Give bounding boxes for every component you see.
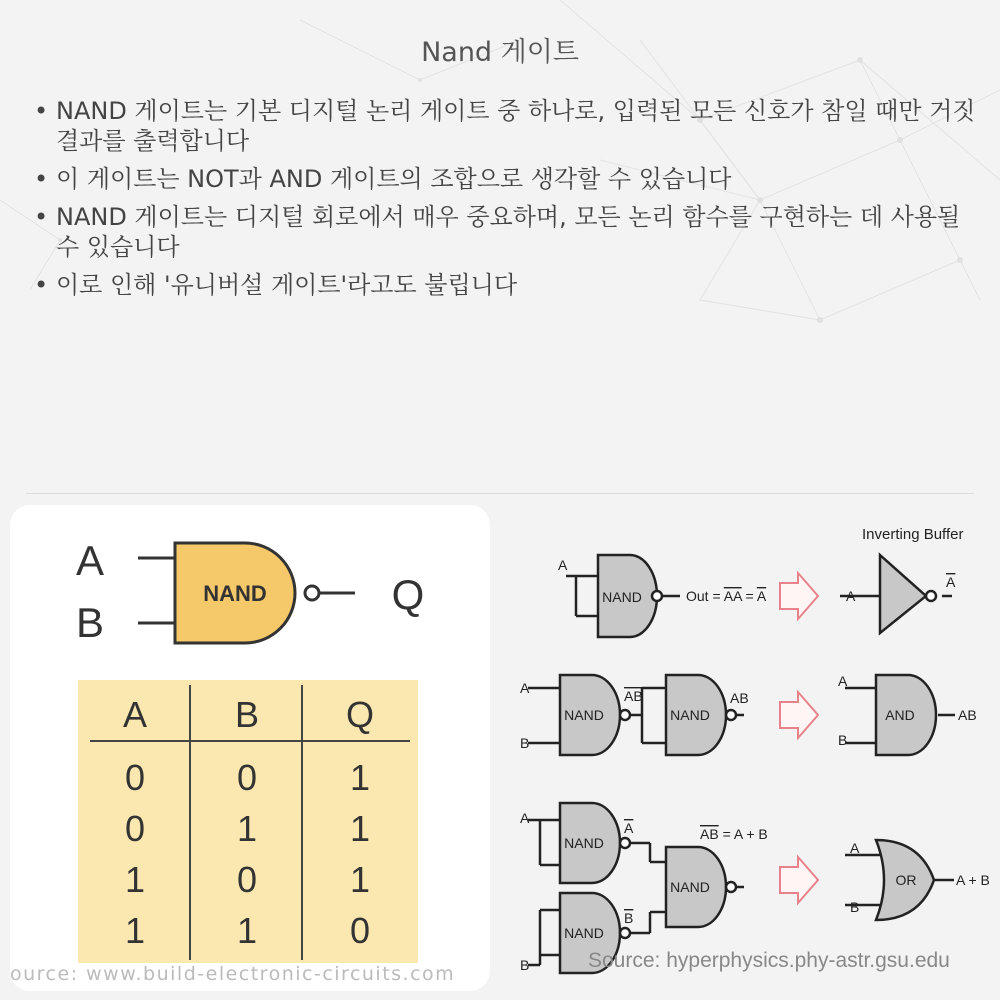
inverting-buffer-title: Inverting Buffer [862, 526, 964, 543]
nand-symbol-diagram [10, 505, 490, 991]
universal-gate-panel [500, 505, 1000, 991]
input-label: B [520, 735, 530, 751]
page-title: Nand 게이트 [421, 37, 579, 68]
truth-table-header: Q [345, 694, 375, 735]
bullet-item: • NAND 게이트는 디지털 회로에서 매우 중요하며, 모든 논리 함수를 구현하는 데 사용될 수 있습니다 [32, 202, 982, 262]
gate-label: NAND [670, 879, 710, 895]
inversion-bubble [620, 928, 630, 938]
input-label: B [520, 957, 530, 973]
left-source-caption: ource: www.build-electronic-circuits.com [10, 963, 456, 985]
truth-table-header: A [122, 694, 148, 735]
bullet-item: • 이로 인해 '유니버설 게이트'라고도 불립니다 [32, 270, 982, 300]
truth-table-cell: 1 [236, 910, 258, 951]
expression-rest: = A + B [718, 826, 768, 842]
inversion-bubble [652, 591, 662, 601]
inversion-bubble [620, 710, 630, 720]
input-label: A [520, 680, 530, 696]
truth-table-cell: 1 [124, 910, 146, 951]
output-label: A + B [956, 872, 990, 888]
equivalence-arrow-icon [780, 573, 818, 619]
gate-label: NAND [602, 589, 642, 605]
expression-label [686, 588, 767, 604]
expression-aa: AA [723, 588, 742, 604]
truth-table-cell: 0 [236, 757, 258, 798]
input-label: A [838, 673, 848, 689]
inversion-bubble [620, 838, 630, 848]
expression-a: A [756, 588, 767, 604]
inversion-bubble [305, 586, 319, 600]
universal-gate-diagram [500, 505, 1000, 991]
output-q-label: Q [391, 571, 425, 618]
input-label: B [838, 732, 848, 748]
section-divider [26, 493, 974, 494]
expression-ab: AB [700, 826, 719, 842]
truth-table-cell: 1 [349, 808, 371, 849]
input-label: A [558, 557, 568, 573]
intermediate-label: AB [624, 688, 643, 704]
bullet-list [32, 96, 982, 308]
truth-table-cell: 0 [349, 910, 371, 951]
truth-table-cell: 1 [349, 757, 371, 798]
output-label: AB [730, 690, 749, 706]
gate-label: OR [895, 872, 917, 888]
truth-table-cell: 1 [124, 859, 146, 900]
truth-table-cell: 1 [349, 859, 371, 900]
output-label: A [946, 574, 956, 590]
truth-table-cell: 0 [124, 757, 146, 798]
output-label: AB [958, 707, 977, 723]
truth-table-header: B [234, 694, 260, 735]
truth-table-cell: 0 [124, 808, 146, 849]
input-label: A [846, 588, 856, 604]
nand-symbol-panel [10, 505, 490, 991]
expression-label [700, 826, 768, 842]
inversion-bubble [926, 591, 936, 601]
right-source-caption: Source: hyperphysics.phy-astr.gsu.edu [588, 949, 950, 972]
input-label: A [520, 810, 530, 826]
nand-gate-label: NAND [203, 581, 267, 606]
inversion-bubble [726, 882, 736, 892]
expression-prefix: Out = [686, 588, 724, 604]
gate-label: NAND [564, 925, 604, 941]
intermediate-label: B [624, 910, 634, 926]
inversion-bubble [726, 710, 736, 720]
intermediate-label: A [624, 820, 634, 836]
gate-label: NAND [670, 707, 710, 723]
expression-mid: = [741, 588, 757, 604]
input-label: A [850, 840, 860, 856]
input-label: B [850, 899, 860, 915]
bullet-item: • 이 게이트는 NOT과 AND 게이트의 조합으로 생각할 수 있습니다 [32, 164, 982, 194]
inverting-buffer-triangle [880, 555, 926, 633]
equivalence-arrow-icon [780, 857, 818, 903]
input-b-label: B [75, 599, 105, 646]
truth-table-cell: 1 [236, 808, 258, 849]
equivalence-arrow-icon [780, 692, 818, 738]
input-a-label: A [75, 537, 105, 584]
gate-label: NAND [564, 835, 604, 851]
bullet-item: • NAND 게이트는 기본 디지털 논리 게이트 중 하나로, 입력된 모든 신호가 참일 때만 거짓 결과를 출력합니다 [32, 96, 982, 156]
truth-table-cell: 0 [236, 859, 258, 900]
gate-label: NAND [564, 707, 604, 723]
gate-label: AND [885, 707, 915, 723]
